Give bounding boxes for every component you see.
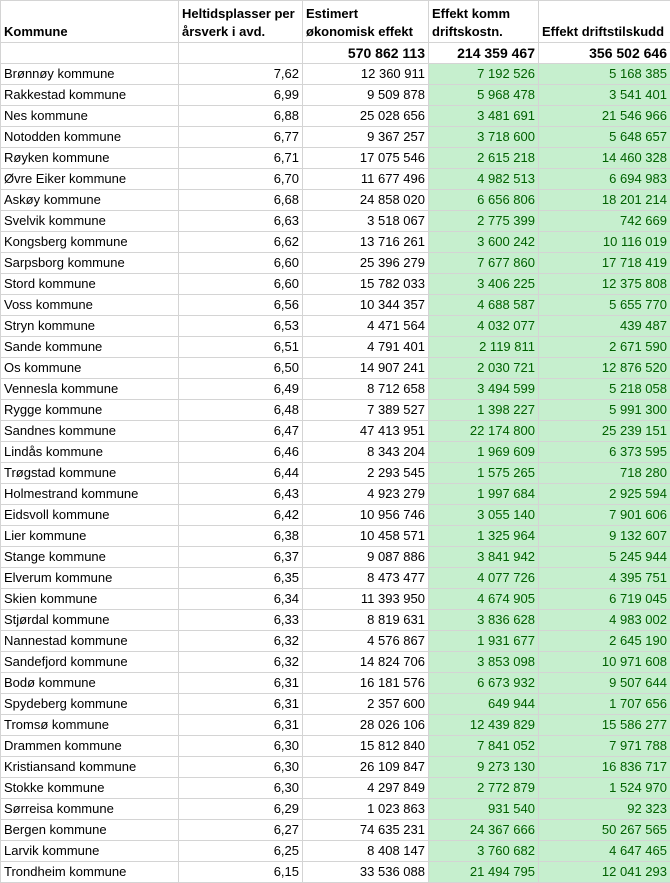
cell-kommune[interactable]: Kongsberg kommune bbox=[1, 232, 179, 253]
cell-effekt-driftstilskudd[interactable]: 5 991 300 bbox=[539, 400, 670, 421]
total-estimert[interactable]: 570 862 113 bbox=[303, 43, 429, 64]
cell-effekt-driftskostn[interactable]: 5 968 478 bbox=[429, 85, 539, 106]
cell-effekt-driftskostn[interactable]: 3 760 682 bbox=[429, 841, 539, 862]
cell-effekt-driftskostn[interactable]: 7 192 526 bbox=[429, 64, 539, 85]
cell-kommune[interactable]: Sandnes kommune bbox=[1, 421, 179, 442]
cell-heltidsplasser[interactable]: 6,31 bbox=[179, 673, 303, 694]
cell-estimert-effekt[interactable]: 4 471 564 bbox=[303, 316, 429, 337]
cell-heltidsplasser[interactable]: 6,99 bbox=[179, 85, 303, 106]
cell-effekt-driftskostn[interactable]: 3 853 098 bbox=[429, 652, 539, 673]
cell-effekt-driftstilskudd[interactable]: 1 707 656 bbox=[539, 694, 670, 715]
cell-kommune[interactable]: Bergen kommune bbox=[1, 820, 179, 841]
cell-estimert-effekt[interactable]: 15 812 840 bbox=[303, 736, 429, 757]
cell-kommune[interactable]: Drammen kommune bbox=[1, 736, 179, 757]
cell-effekt-driftstilskudd[interactable]: 9 132 607 bbox=[539, 526, 670, 547]
total-driftstilskudd[interactable]: 356 502 646 bbox=[539, 43, 670, 64]
table-row bbox=[1, 568, 670, 589]
cell-kommune[interactable]: Spydeberg kommune bbox=[1, 694, 179, 715]
cell-estimert-effekt[interactable]: 4 791 401 bbox=[303, 337, 429, 358]
table-row bbox=[1, 148, 670, 169]
cell-kommune[interactable]: Skien kommune bbox=[1, 589, 179, 610]
cell-effekt-driftstilskudd[interactable]: 16 836 717 bbox=[539, 757, 670, 778]
cell-effekt-driftstilskudd[interactable]: 1 524 970 bbox=[539, 778, 670, 799]
cell-effekt-driftskostn[interactable]: 7 677 860 bbox=[429, 253, 539, 274]
cell-effekt-driftskostn[interactable]: 4 032 077 bbox=[429, 316, 539, 337]
table-row bbox=[1, 778, 670, 799]
cell-kommune[interactable]: Sarpsborg kommune bbox=[1, 253, 179, 274]
cell-effekt-driftskostn[interactable]: 1 575 265 bbox=[429, 463, 539, 484]
cell-effekt-driftskostn[interactable]: 2 119 811 bbox=[429, 337, 539, 358]
cell-effekt-driftstilskudd[interactable]: 5 245 944 bbox=[539, 547, 670, 568]
header-kommune[interactable]: Kommune bbox=[1, 1, 179, 43]
table-row bbox=[1, 673, 670, 694]
table-row bbox=[1, 463, 670, 484]
cell-heltidsplasser[interactable]: 6,30 bbox=[179, 778, 303, 799]
cell-estimert-effekt[interactable]: 4 576 867 bbox=[303, 631, 429, 652]
cell-effekt-driftstilskudd[interactable]: 6 719 045 bbox=[539, 589, 670, 610]
cell-kommune[interactable]: Holmestrand kommune bbox=[1, 484, 179, 505]
cell-estimert-effekt[interactable]: 14 907 241 bbox=[303, 358, 429, 379]
cell-effekt-driftskostn[interactable]: 4 674 905 bbox=[429, 589, 539, 610]
table-row bbox=[1, 295, 670, 316]
table-row bbox=[1, 715, 670, 736]
table-row bbox=[1, 274, 670, 295]
header-effekt-driftstilskudd[interactable]: Effekt driftstilskudd bbox=[539, 1, 670, 43]
cell-effekt-driftstilskudd[interactable]: 9 507 644 bbox=[539, 673, 670, 694]
table-row bbox=[1, 631, 670, 652]
cell-kommune[interactable]: Nes kommune bbox=[1, 106, 179, 127]
cell-effekt-driftstilskudd[interactable]: 92 323 bbox=[539, 799, 670, 820]
cell-heltidsplasser[interactable]: 6,56 bbox=[179, 295, 303, 316]
cell-heltidsplasser[interactable]: 6,32 bbox=[179, 631, 303, 652]
cell-effekt-driftstilskudd[interactable]: 7 901 606 bbox=[539, 505, 670, 526]
cell-estimert-effekt[interactable]: 17 075 546 bbox=[303, 148, 429, 169]
cell-estimert-effekt[interactable]: 11 393 950 bbox=[303, 589, 429, 610]
cell-kommune[interactable]: Bodø kommune bbox=[1, 673, 179, 694]
cell-effekt-driftstilskudd[interactable]: 5 218 058 bbox=[539, 379, 670, 400]
cell-kommune[interactable]: Røyken kommune bbox=[1, 148, 179, 169]
cell-estimert-effekt[interactable]: 9 087 886 bbox=[303, 547, 429, 568]
header-heltidsplasser[interactable]: Heltidsplasser per årsverk i avd. bbox=[179, 1, 303, 43]
cell-effekt-driftstilskudd[interactable]: 3 541 401 bbox=[539, 85, 670, 106]
total-driftskostn[interactable]: 214 359 467 bbox=[429, 43, 539, 64]
cell-heltidsplasser[interactable]: 6,37 bbox=[179, 547, 303, 568]
cell-effekt-driftstilskudd[interactable]: 18 201 214 bbox=[539, 190, 670, 211]
table-row bbox=[1, 211, 670, 232]
table-row bbox=[1, 862, 670, 883]
table-row bbox=[1, 400, 670, 421]
cell-heltidsplasser[interactable]: 6,71 bbox=[179, 148, 303, 169]
cell-estimert-effekt[interactable]: 8 712 658 bbox=[303, 379, 429, 400]
table-row bbox=[1, 232, 670, 253]
cell-effekt-driftskostn[interactable]: 1 969 609 bbox=[429, 442, 539, 463]
cell-heltidsplasser[interactable]: 6,42 bbox=[179, 505, 303, 526]
cell-kommune[interactable]: Notodden kommune bbox=[1, 127, 179, 148]
cell-effekt-driftskostn[interactable]: 7 841 052 bbox=[429, 736, 539, 757]
cell-effekt-driftstilskudd[interactable]: 4 983 002 bbox=[539, 610, 670, 631]
cell-kommune[interactable]: Brønnøy kommune bbox=[1, 64, 179, 85]
cell-heltidsplasser[interactable]: 7,62 bbox=[179, 64, 303, 85]
table-row bbox=[1, 526, 670, 547]
cell-effekt-driftstilskudd[interactable]: 5 168 385 bbox=[539, 64, 670, 85]
cell-kommune[interactable]: Stokke kommune bbox=[1, 778, 179, 799]
table-row bbox=[1, 799, 670, 820]
cell-heltidsplasser[interactable]: 6,44 bbox=[179, 463, 303, 484]
cell-effekt-driftstilskudd[interactable]: 12 041 293 bbox=[539, 862, 670, 883]
cell-effekt-driftskostn[interactable]: 1 997 684 bbox=[429, 484, 539, 505]
cell-kommune[interactable]: Tromsø kommune bbox=[1, 715, 179, 736]
cell-effekt-driftskostn[interactable]: 4 982 513 bbox=[429, 169, 539, 190]
table-row bbox=[1, 841, 670, 862]
cell-effekt-driftstilskudd[interactable]: 4 647 465 bbox=[539, 841, 670, 862]
cell-estimert-effekt[interactable]: 2 357 600 bbox=[303, 694, 429, 715]
cell-effekt-driftstilskudd[interactable]: 4 395 751 bbox=[539, 568, 670, 589]
cell-effekt-driftskostn[interactable]: 24 367 666 bbox=[429, 820, 539, 841]
cell-effekt-driftskostn[interactable]: 4 688 587 bbox=[429, 295, 539, 316]
table-row bbox=[1, 421, 670, 442]
cell-effekt-driftstilskudd[interactable]: 10 971 608 bbox=[539, 652, 670, 673]
cell-effekt-driftstilskudd[interactable]: 50 267 565 bbox=[539, 820, 670, 841]
cell-kommune[interactable]: Voss kommune bbox=[1, 295, 179, 316]
cell-kommune[interactable]: Os kommune bbox=[1, 358, 179, 379]
cell-effekt-driftstilskudd[interactable]: 718 280 bbox=[539, 463, 670, 484]
cell-estimert-effekt[interactable]: 25 028 656 bbox=[303, 106, 429, 127]
cell-effekt-driftskostn[interactable]: 12 439 829 bbox=[429, 715, 539, 736]
cell-effekt-driftstilskudd[interactable]: 7 971 788 bbox=[539, 736, 670, 757]
cell-estimert-effekt[interactable]: 13 716 261 bbox=[303, 232, 429, 253]
cell-kommune[interactable]: Vennesla kommune bbox=[1, 379, 179, 400]
cell-kommune[interactable]: Sande kommune bbox=[1, 337, 179, 358]
table-row bbox=[1, 85, 670, 106]
cell-effekt-driftskostn[interactable]: 2 772 879 bbox=[429, 778, 539, 799]
table-row bbox=[1, 652, 670, 673]
totals-empty-heltid[interactable] bbox=[179, 43, 303, 64]
cell-estimert-effekt[interactable]: 33 536 088 bbox=[303, 862, 429, 883]
cell-effekt-driftskostn[interactable]: 3 841 942 bbox=[429, 547, 539, 568]
cell-kommune[interactable]: Larvik kommune bbox=[1, 841, 179, 862]
cell-estimert-effekt[interactable]: 8 408 147 bbox=[303, 841, 429, 862]
cell-effekt-driftstilskudd[interactable]: 21 546 966 bbox=[539, 106, 670, 127]
cell-heltidsplasser[interactable]: 6,51 bbox=[179, 337, 303, 358]
cell-effekt-driftstilskudd[interactable]: 742 669 bbox=[539, 211, 670, 232]
cell-estimert-effekt[interactable]: 9 509 878 bbox=[303, 85, 429, 106]
cell-estimert-effekt[interactable]: 8 819 631 bbox=[303, 610, 429, 631]
cell-heltidsplasser[interactable]: 6,32 bbox=[179, 652, 303, 673]
cell-effekt-driftskostn[interactable]: 1 325 964 bbox=[429, 526, 539, 547]
cell-effekt-driftskostn[interactable]: 3 836 628 bbox=[429, 610, 539, 631]
totals-row bbox=[1, 43, 670, 64]
cell-estimert-effekt[interactable]: 14 824 706 bbox=[303, 652, 429, 673]
table-row bbox=[1, 610, 670, 631]
cell-heltidsplasser[interactable]: 6,60 bbox=[179, 253, 303, 274]
cell-heltidsplasser[interactable]: 6,15 bbox=[179, 862, 303, 883]
cell-effekt-driftskostn[interactable]: 6 656 806 bbox=[429, 190, 539, 211]
table-row bbox=[1, 316, 670, 337]
cell-estimert-effekt[interactable]: 28 026 106 bbox=[303, 715, 429, 736]
table-row bbox=[1, 589, 670, 610]
cell-effekt-driftskostn[interactable]: 2 030 721 bbox=[429, 358, 539, 379]
table-row bbox=[1, 358, 670, 379]
cell-effekt-driftskostn[interactable]: 2 615 218 bbox=[429, 148, 539, 169]
table-row bbox=[1, 505, 670, 526]
cell-kommune[interactable]: Lier kommune bbox=[1, 526, 179, 547]
cell-kommune[interactable]: Eidsvoll kommune bbox=[1, 505, 179, 526]
cell-effekt-driftskostn[interactable]: 3 055 140 bbox=[429, 505, 539, 526]
cell-kommune[interactable]: Lindås kommune bbox=[1, 442, 179, 463]
cell-effekt-driftskostn[interactable]: 1 398 227 bbox=[429, 400, 539, 421]
header-effekt-driftskostn[interactable]: Effekt komm driftskostn. bbox=[429, 1, 539, 43]
cell-heltidsplasser[interactable]: 6,88 bbox=[179, 106, 303, 127]
cell-estimert-effekt[interactable]: 11 677 496 bbox=[303, 169, 429, 190]
cell-heltidsplasser[interactable]: 6,35 bbox=[179, 568, 303, 589]
cell-kommune[interactable]: Sandefjord kommune bbox=[1, 652, 179, 673]
cell-heltidsplasser[interactable]: 6,38 bbox=[179, 526, 303, 547]
cell-kommune[interactable]: Nannestad kommune bbox=[1, 631, 179, 652]
table-row bbox=[1, 190, 670, 211]
cell-kommune[interactable]: Stryn kommune bbox=[1, 316, 179, 337]
cell-estimert-effekt[interactable]: 4 923 279 bbox=[303, 484, 429, 505]
cell-heltidsplasser[interactable]: 6,30 bbox=[179, 736, 303, 757]
cell-effekt-driftskostn[interactable]: 3 406 225 bbox=[429, 274, 539, 295]
cell-estimert-effekt[interactable]: 10 344 357 bbox=[303, 295, 429, 316]
cell-kommune[interactable]: Rakkestad kommune bbox=[1, 85, 179, 106]
cell-effekt-driftskostn[interactable]: 4 077 726 bbox=[429, 568, 539, 589]
cell-estimert-effekt[interactable]: 4 297 849 bbox=[303, 778, 429, 799]
cell-effekt-driftstilskudd[interactable]: 14 460 328 bbox=[539, 148, 670, 169]
cell-kommune[interactable]: Trøgstad kommune bbox=[1, 463, 179, 484]
cell-effekt-driftskostn[interactable]: 931 540 bbox=[429, 799, 539, 820]
table-row bbox=[1, 253, 670, 274]
cell-effekt-driftstilskudd[interactable]: 439 487 bbox=[539, 316, 670, 337]
cell-effekt-driftskostn[interactable]: 21 494 795 bbox=[429, 862, 539, 883]
table-row bbox=[1, 64, 670, 85]
cell-estimert-effekt[interactable]: 1 023 863 bbox=[303, 799, 429, 820]
cell-heltidsplasser[interactable]: 6,34 bbox=[179, 589, 303, 610]
table-row bbox=[1, 379, 670, 400]
cell-heltidsplasser[interactable]: 6,62 bbox=[179, 232, 303, 253]
cell-effekt-driftskostn[interactable]: 3 494 599 bbox=[429, 379, 539, 400]
cell-estimert-effekt[interactable]: 24 858 020 bbox=[303, 190, 429, 211]
cell-heltidsplasser[interactable]: 6,25 bbox=[179, 841, 303, 862]
header-row bbox=[1, 1, 670, 43]
cell-effekt-driftskostn[interactable]: 3 600 242 bbox=[429, 232, 539, 253]
cell-effekt-driftskostn[interactable]: 9 273 130 bbox=[429, 757, 539, 778]
cell-estimert-effekt[interactable]: 8 343 204 bbox=[303, 442, 429, 463]
cell-effekt-driftskostn[interactable]: 2 775 399 bbox=[429, 211, 539, 232]
cell-effekt-driftskostn[interactable]: 3 481 691 bbox=[429, 106, 539, 127]
cell-effekt-driftstilskudd[interactable]: 5 655 770 bbox=[539, 295, 670, 316]
cell-estimert-effekt[interactable]: 7 389 527 bbox=[303, 400, 429, 421]
cell-heltidsplasser[interactable]: 6,60 bbox=[179, 274, 303, 295]
cell-effekt-driftstilskudd[interactable]: 15 586 277 bbox=[539, 715, 670, 736]
cell-estimert-effekt[interactable]: 25 396 279 bbox=[303, 253, 429, 274]
cell-heltidsplasser[interactable]: 6,53 bbox=[179, 316, 303, 337]
cell-kommune[interactable]: Rygge kommune bbox=[1, 400, 179, 421]
cell-heltidsplasser[interactable]: 6,48 bbox=[179, 400, 303, 421]
cell-effekt-driftskostn[interactable]: 1 931 677 bbox=[429, 631, 539, 652]
cell-heltidsplasser[interactable]: 6,63 bbox=[179, 211, 303, 232]
table-row bbox=[1, 484, 670, 505]
cell-heltidsplasser[interactable]: 6,68 bbox=[179, 190, 303, 211]
cell-heltidsplasser[interactable]: 6,33 bbox=[179, 610, 303, 631]
cell-kommune[interactable]: Elverum kommune bbox=[1, 568, 179, 589]
cell-kommune[interactable]: Øvre Eiker kommune bbox=[1, 169, 179, 190]
table-row bbox=[1, 694, 670, 715]
cell-kommune[interactable]: Askøy kommune bbox=[1, 190, 179, 211]
cell-effekt-driftstilskudd[interactable]: 10 116 019 bbox=[539, 232, 670, 253]
header-estimert-effekt[interactable]: Estimert økonomisk effekt bbox=[303, 1, 429, 43]
cell-heltidsplasser[interactable]: 6,46 bbox=[179, 442, 303, 463]
cell-estimert-effekt[interactable]: 47 413 951 bbox=[303, 421, 429, 442]
cell-heltidsplasser[interactable]: 6,31 bbox=[179, 715, 303, 736]
cell-heltidsplasser[interactable]: 6,30 bbox=[179, 757, 303, 778]
cell-effekt-driftstilskudd[interactable]: 12 876 520 bbox=[539, 358, 670, 379]
cell-heltidsplasser[interactable]: 6,29 bbox=[179, 799, 303, 820]
cell-estimert-effekt[interactable]: 9 367 257 bbox=[303, 127, 429, 148]
cell-estimert-effekt[interactable]: 12 360 911 bbox=[303, 64, 429, 85]
cell-kommune[interactable]: Trondheim kommune bbox=[1, 862, 179, 883]
cell-kommune[interactable]: Sørreisa kommune bbox=[1, 799, 179, 820]
cell-effekt-driftstilskudd[interactable]: 12 375 808 bbox=[539, 274, 670, 295]
cell-kommune[interactable]: Kristiansand kommune bbox=[1, 757, 179, 778]
cell-estimert-effekt[interactable]: 3 518 067 bbox=[303, 211, 429, 232]
cell-kommune[interactable]: Stord kommune bbox=[1, 274, 179, 295]
table-row bbox=[1, 547, 670, 568]
table-row bbox=[1, 169, 670, 190]
cell-effekt-driftstilskudd[interactable]: 6 373 595 bbox=[539, 442, 670, 463]
cell-estimert-effekt[interactable]: 10 458 571 bbox=[303, 526, 429, 547]
cell-kommune[interactable]: Svelvik kommune bbox=[1, 211, 179, 232]
cell-estimert-effekt[interactable]: 26 109 847 bbox=[303, 757, 429, 778]
cell-heltidsplasser[interactable]: 6,50 bbox=[179, 358, 303, 379]
cell-effekt-driftstilskudd[interactable]: 6 694 983 bbox=[539, 169, 670, 190]
cell-kommune[interactable]: Stange kommune bbox=[1, 547, 179, 568]
cell-estimert-effekt[interactable]: 74 635 231 bbox=[303, 820, 429, 841]
cell-effekt-driftskostn[interactable]: 3 718 600 bbox=[429, 127, 539, 148]
cell-estimert-effekt[interactable]: 8 473 477 bbox=[303, 568, 429, 589]
cell-estimert-effekt[interactable]: 2 293 545 bbox=[303, 463, 429, 484]
table-row bbox=[1, 337, 670, 358]
table-row bbox=[1, 757, 670, 778]
cell-effekt-driftstilskudd[interactable]: 2 671 590 bbox=[539, 337, 670, 358]
cell-heltidsplasser[interactable]: 6,43 bbox=[179, 484, 303, 505]
cell-heltidsplasser[interactable]: 6,47 bbox=[179, 421, 303, 442]
cell-effekt-driftstilskudd[interactable]: 2 645 190 bbox=[539, 631, 670, 652]
cell-heltidsplasser[interactable]: 6,31 bbox=[179, 694, 303, 715]
cell-effekt-driftstilskudd[interactable]: 17 718 419 bbox=[539, 253, 670, 274]
cell-estimert-effekt[interactable]: 16 181 576 bbox=[303, 673, 429, 694]
totals-empty-kommune[interactable] bbox=[1, 43, 179, 64]
cell-effekt-driftskostn[interactable]: 649 944 bbox=[429, 694, 539, 715]
cell-estimert-effekt[interactable]: 15 782 033 bbox=[303, 274, 429, 295]
table-row bbox=[1, 442, 670, 463]
table-row bbox=[1, 736, 670, 757]
cell-heltidsplasser[interactable]: 6,70 bbox=[179, 169, 303, 190]
cell-heltidsplasser[interactable]: 6,49 bbox=[179, 379, 303, 400]
cell-heltidsplasser[interactable]: 6,27 bbox=[179, 820, 303, 841]
cell-heltidsplasser[interactable]: 6,77 bbox=[179, 127, 303, 148]
cell-effekt-driftskostn[interactable]: 6 673 932 bbox=[429, 673, 539, 694]
cell-estimert-effekt[interactable]: 10 956 746 bbox=[303, 505, 429, 526]
table-row bbox=[1, 820, 670, 841]
cell-effekt-driftstilskudd[interactable]: 25 239 151 bbox=[539, 421, 670, 442]
cell-kommune[interactable]: Stjørdal kommune bbox=[1, 610, 179, 631]
table-row bbox=[1, 127, 670, 148]
cell-effekt-driftstilskudd[interactable]: 5 648 657 bbox=[539, 127, 670, 148]
table-row bbox=[1, 106, 670, 127]
cell-effekt-driftskostn[interactable]: 22 174 800 bbox=[429, 421, 539, 442]
cell-effekt-driftstilskudd[interactable]: 2 925 594 bbox=[539, 484, 670, 505]
